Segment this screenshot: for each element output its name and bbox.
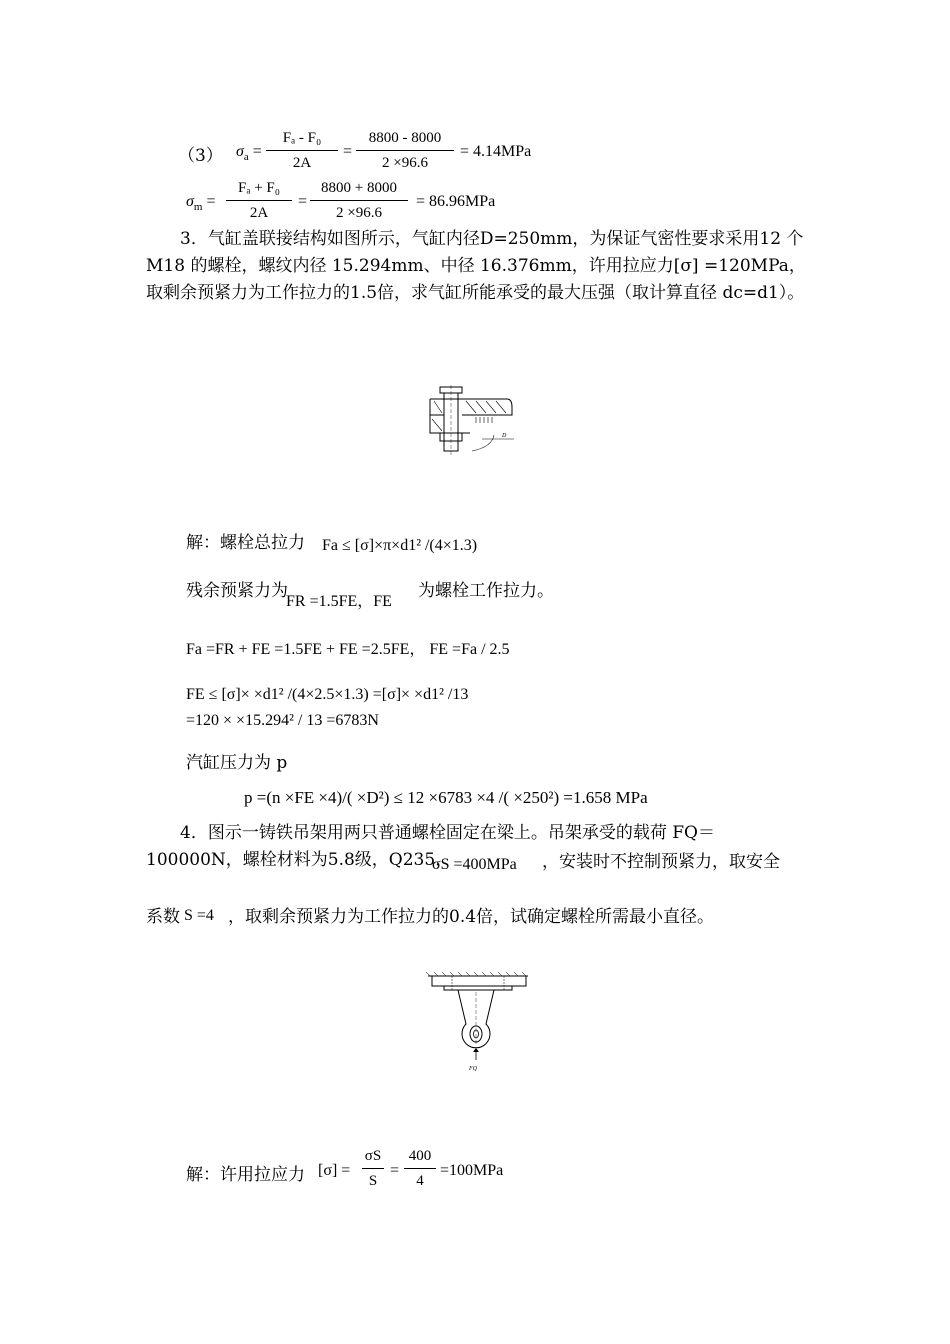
sol3-line4: FE ≤ [σ]× ×d1² /(4×2.5×1.3) =[σ]× ×d1² /13 [186, 686, 469, 703]
sol3-line2-formula: FR =1.5FE，FE [286, 593, 392, 610]
eq3-equals: = [343, 143, 353, 160]
sol3-line1-formula: Fa ≤ [σ]×π×d1² /(4×1.3) [322, 537, 478, 554]
problem4-text1: 4．图示一铸铁吊架用两只普通螺栓固定在梁上。吊架承受的载荷 FQ＝100000N，螺栓材料为5.8级，Q235， [146, 823, 715, 870]
eqm-sigma: $\sigma_m$ = [186, 193, 216, 214]
problem4-text3a: 系数 [146, 907, 180, 927]
sol4-fraction-1: σS S [362, 1146, 384, 1191]
eqm-fraction-1: Fₐ + F₀ 2A [226, 178, 292, 223]
eq3-result: = 4.14MPa [460, 143, 532, 160]
problem3-text: 3．气缸盖联接结构如图所示，气缸内径D=250mm，为保证气密性要求采用12 个 M18 的螺栓，螺纹内径 15.294mm、中径 16.376mm，许用拉应力[σ] =120MPa，取剩余预紧力为工作拉力的1.5倍，求气缸所能承受的最大压强（取计算直径 dc=d1）。 [146, 229, 806, 303]
problem4-sigma-s: σS =400MPa [432, 856, 517, 873]
sol3-line7: p =(n ×FE ×4)/( ×D²) ≤ 12 ×6783 ×4 /( ×250²) =1.658 MPa [244, 788, 648, 807]
sol4-label: 解：许用拉应力 [186, 1165, 305, 1185]
problem4-text2: ，安装时不控制预紧力，取安全 [542, 852, 780, 872]
figure-cylinder-joint [422, 385, 522, 455]
problem4-text3b: S =4 [184, 907, 214, 924]
eqm-equals: = [298, 193, 308, 210]
figure1-label: D [502, 433, 507, 439]
sol3-line3: Fa =FR + FE =1.5FE + FE =2.5FE， FE =Fa / 2.5 [186, 641, 510, 658]
sol3-line6: 汽缸压力为 p [186, 753, 288, 773]
problem4-text3c: ，取剩余预紧力为工作拉力的0.4倍，试确定螺栓所需最小直径。 [228, 907, 715, 927]
sol4-result: =100MPa [440, 1162, 504, 1179]
sol4-equals: = [390, 1162, 400, 1179]
eqm-result: = 86.96MPa [416, 193, 496, 210]
eq3-label: （3） [178, 146, 223, 166]
eq3-fraction-1: Fₐ - F₀ 2A [266, 128, 338, 173]
sol3-line1-label: 解：螺栓总拉力 [186, 533, 305, 553]
figure-hanger-bracket [424, 972, 534, 1072]
sol4-sigma-bracket: [σ] = [318, 1162, 351, 1179]
sol3-line5: =120 × ×15.294² / 13 =6783N [186, 712, 379, 729]
eq3-fraction-2: 8800 - 8000 2 ×96.6 [356, 128, 454, 173]
figure2-label: FQ [469, 1066, 477, 1072]
eqm-fraction-2: 8800 + 8000 2 ×96.6 [310, 178, 408, 223]
sol4-fraction-2: 400 4 [404, 1146, 436, 1191]
eq3-sigma: $\sigma_a$ = [236, 143, 262, 164]
sol3-line2-tail: 为螺栓工作拉力。 [418, 581, 554, 601]
sol3-line2-label: 残余预紧力为 [186, 581, 288, 601]
